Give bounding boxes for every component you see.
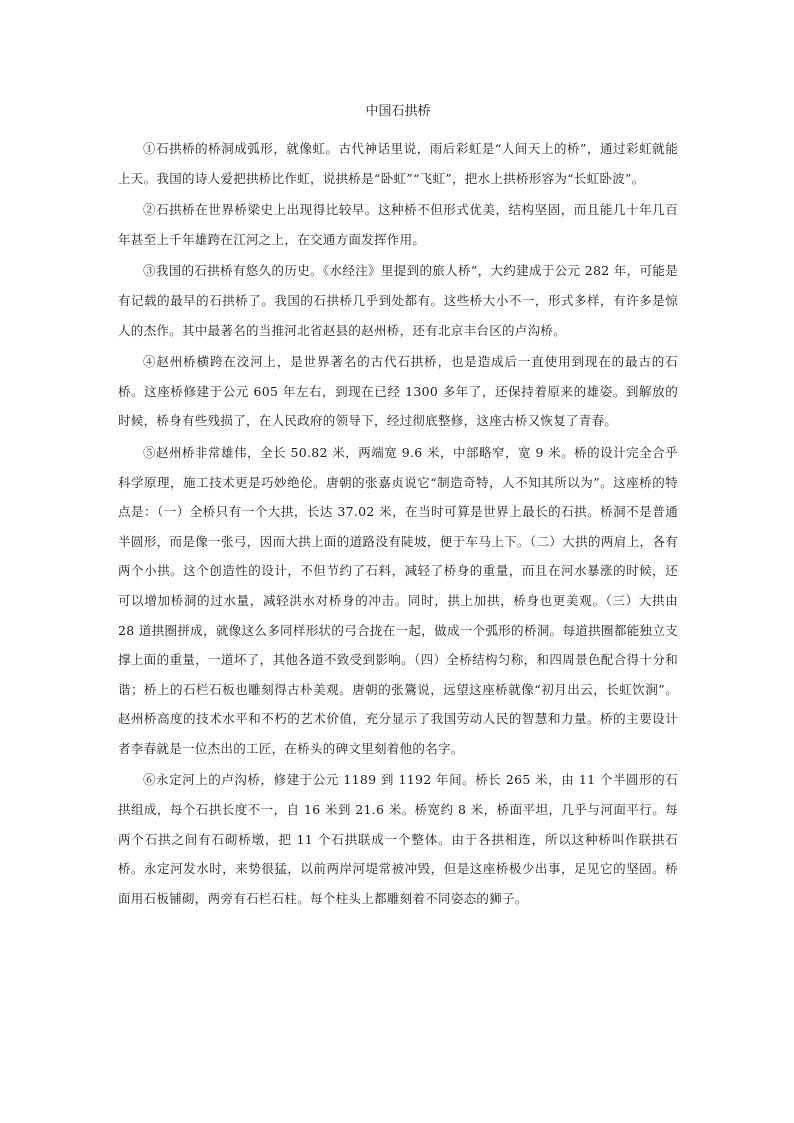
paragraph-3: ③我国的石拱桥有悠久的历史。《水经注》里提到的旅人桥”，大约建成于公元 282 年，可能是有记载的最早的石拱桥了。我国的石拱桥几乎到处都有。这些桥大小不一，形式多样，有许多是惊人的杰作。其中最著名的当推河北省赵县的赵州桥，还有北京丰台区的卢沟桥。 (118, 263, 678, 338)
paragraph-2: ②石拱桥在世界桥梁史上出现得比较早。这种桥不但形式优美，结构坚固，而且能几十年几百年甚至上千年雄跨在江河之上，在交通方面发挥作用。 (118, 202, 678, 247)
paragraph-4: ④赵州桥横跨在洨河上，是世界著名的古代石拱桥，也是造成后一直使用到现在的最古的石桥。这座桥修建于公元 605 年左右，到现在已经 1300 多年了，还保持着原来的雄姿。到解放的时候，桥身有些残损了，在人民政府的领导下，经过彻底整修，这座古桥又恢复了青春。 (118, 354, 678, 429)
paragraph-6: ⑥永定河上的卢沟桥，修建于公元 1189 到 1192 年间。桥长 265 米，由 11 个半圆形的石拱组成，每个石拱长度不一，自 16 米到 21.6 米。桥宽约 8 米，桥面平坦，几乎与河面平行。每两个石拱之间有石砌桥墩，把 11 个石拱联成一个整体。由于各拱相连，所以这种桥叫作联拱石桥。永定河发水时，来势很猛，以前两岸河堤常被冲毁，但是这座桥极少出事，足见它的坚固。桥面用石板铺砌，两旁有石栏石柱。每个柱头上都雕刻着不同姿态的狮子。 (118, 772, 678, 906)
paragraph-5: ⑤赵州桥非常雄伟，全长 50.82 米，两端宽 9.6 米，中部略窄，宽 9 米。桥的设计完全合乎科学原理，施工技术更是巧妙绝伦。唐朝的张嘉贞说它“制造奇特，人不知其所以为”。这座桥的特点是：（一）全桥只有一个大拱，长达 37.02 米，在当时可算是世界上最长的石拱。桥洞不是普通半圆形，而是像一张弓，因而大拱上面的道路没有陡坡，便于车马上下。（二）大拱的两肩上，各有两个小拱。这个创造性的设计，不但节约了石料，减轻了桥身的重量，而且在河水暴涨的时候，还可以增加桥洞的过水量，减轻洪水对桥身的冲击。同时，拱上加拱，桥身也更美观。（三）大拱由 28 道拱圈拼成，就像这么多同样形状的弓合拢在一起，做成一个弧形的桥洞。每道拱圈都能独立支撑上面的重量，一道坏了，其他各道不致受到影响。（四）全桥结构匀称，和四周景色配合得十分和谐；桥上的石栏石板也雕刻得古朴美观。唐朝的张鷟说，远望这座桥就像“初月出云，长虹饮涧”。赵州桥高度的技术水平和不朽的艺术价值，充分显示了我国劳动人民的智慧和力量。桥的主要设计者李春就是一位杰出的工匠，在桥头的碑文里刻着他的名字。 (118, 444, 678, 756)
document-title: 中国石拱桥 (365, 104, 431, 119)
paragraph-1: ①石拱桥的桥洞成弧形，就像虹。古代神话里说，雨后彩虹是“人间天上的桥”，通过彩虹就能上天。我国的诗人爱把拱桥比作虹，说拱桥是“卧虹”“飞虹”，把水上拱桥形容为“长虹卧波”。 (118, 141, 678, 186)
document-page (118, 100, 678, 915)
